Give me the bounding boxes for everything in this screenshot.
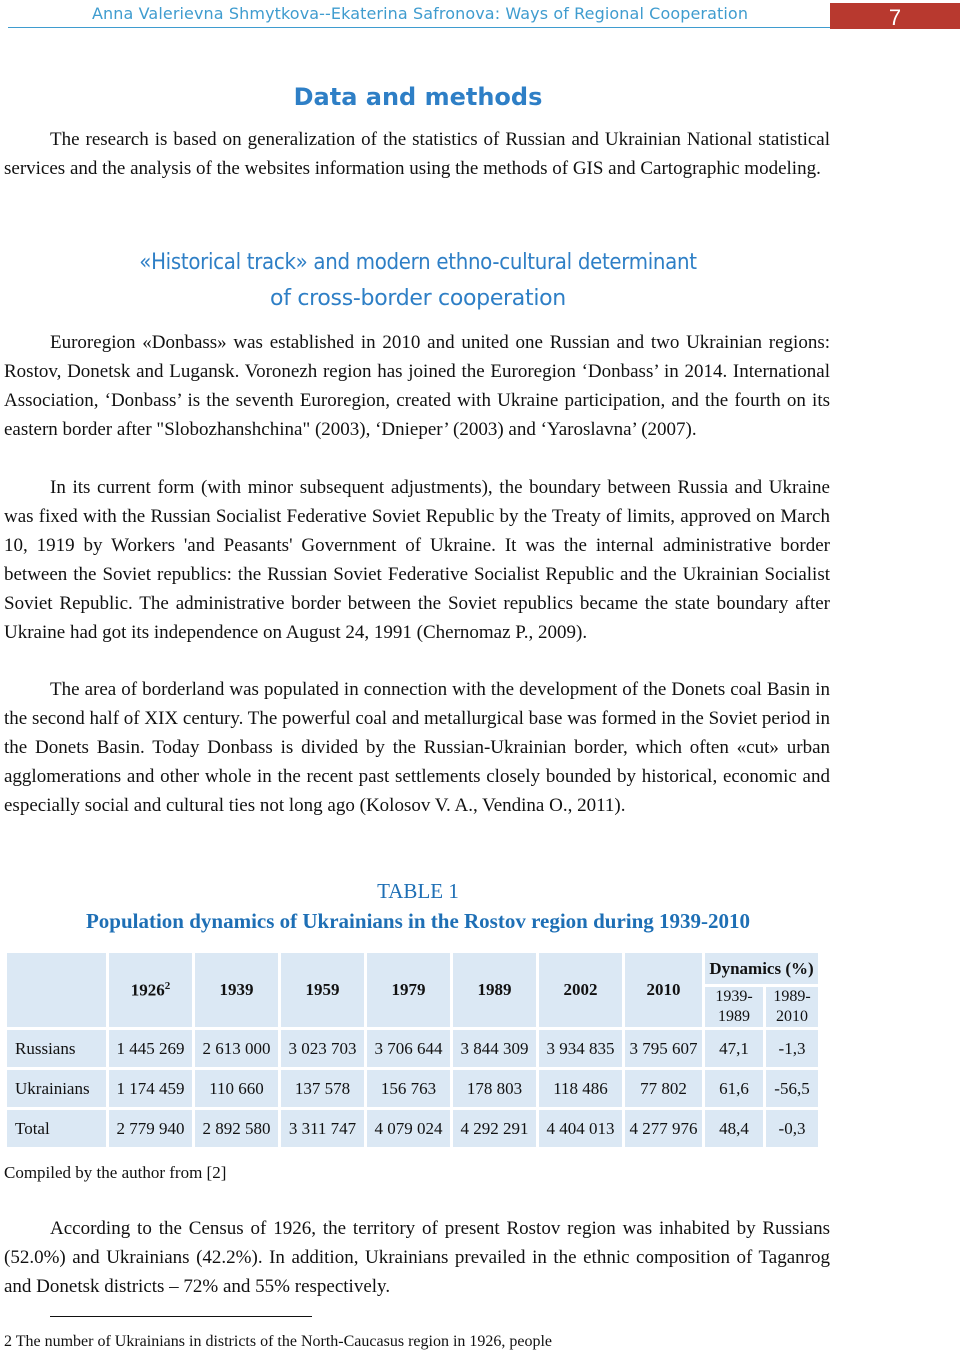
year-header: 2010 [625, 953, 702, 1027]
table-cell: 77 802 [625, 1070, 702, 1107]
table-cell: 4 292 291 [453, 1110, 536, 1147]
year-header: 2002 [539, 953, 622, 1027]
table-cell: 178 803 [453, 1070, 536, 1107]
table-cell: 2 892 580 [195, 1110, 278, 1147]
year-header: 1926$^2$ [109, 953, 192, 1027]
table-cell: 1 445 269 [109, 1030, 192, 1067]
row-label: Russians [7, 1030, 106, 1067]
dynamics-period-header: 1939- 1989 [705, 987, 763, 1027]
running-title: Anna Valerievna Shmytkova--Ekaterina Safronova: Ways of Regional Cooperation [92, 4, 749, 23]
row-label: Total [7, 1110, 106, 1147]
table-row-russians [7, 1030, 818, 1067]
table-label: TABLE 1 [377, 879, 459, 903]
table-row-ukrainians [7, 1070, 818, 1107]
heading-historical-line2: of cross-border cooperation [270, 286, 566, 311]
year-header: 1939 [195, 953, 278, 1027]
table-cell: 4 079 024 [367, 1110, 450, 1147]
population-table [4, 950, 821, 1150]
footnote: 2 The number of Ukrainians in districts of the North-Caucasus region in 1926, people [4, 1333, 553, 1350]
table-cell: 3 706 644 [367, 1030, 450, 1067]
page-number: 7 [888, 5, 902, 30]
table-cell: 4 277 976 [625, 1110, 702, 1147]
running-header [0, 0, 960, 30]
dynamics-header: Dynamics (%) [705, 953, 818, 984]
table-corner-cell [7, 953, 106, 1027]
dynamics-period-header: 1989- 2010 [766, 987, 818, 1027]
table-cell: 61,6 [705, 1070, 763, 1107]
footnote-mark: 2 [164, 979, 171, 992]
table-cell: 3 795 607 [625, 1030, 702, 1067]
page-number-box [830, 3, 960, 29]
header-rule [8, 27, 830, 28]
table-cell: 2 779 940 [109, 1110, 192, 1147]
heading-data-methods: Data and methods [293, 83, 543, 111]
table-cell: 3 844 309 [453, 1030, 536, 1067]
year-header: 1979 [367, 953, 450, 1027]
heading-historical-line1: «Historical track» and modern ethno-cultural determinant [139, 250, 697, 275]
table-cell: 118 486 [539, 1070, 622, 1107]
table-header-row [7, 953, 818, 984]
year-header: 1959 [281, 953, 364, 1027]
table-cell: 48,4 [705, 1110, 763, 1147]
table-cell: 2 613 000 [195, 1030, 278, 1067]
table-cell: 1 174 459 [109, 1070, 192, 1107]
row-label: Ukrainians [7, 1070, 106, 1107]
paragraph-census: According to the Census of 1926, the territory of present Rostov region was inhabited by Russians (52.0%) and Ukrainians (42.2%). In addition, Ukrainians prevailed in the ethnic composition of Taganrog and Donetsk districts – 72% and 55% respectively. [4, 1218, 830, 1297]
table-row-total [7, 1110, 818, 1147]
table-cell: -56,5 [766, 1070, 818, 1107]
table-cell: 3 023 703 [281, 1030, 364, 1067]
paragraph-euroregion: Euroregion «Donbass» was established in 2010 and united one Russian and two Ukrainian regions: Rostov, Donetsk and Lugansk. Voronezh region has joined the Euroregion ‘Donbass’ in 2014. International Association, ‘Donbass’ is the seventh Euroregion, created with Ukraine participation, and the fourth on its eastern border after "Slobozhanshchina" (2003), ‘Dnieper’ (2003) and ‘Yaroslavna’ (2007). [4, 332, 830, 440]
table-source-note: Compiled by the author from [2] [4, 1163, 227, 1182]
table-cell: 137 578 [281, 1070, 364, 1107]
table-cell: 4 404 013 [539, 1110, 622, 1147]
paragraph-borderland: The area of borderland was populated in connection with the development of the Donets coal Basin in the second half of XIX century. The powerful coal and metallurgical base was formed in the Soviet period in the Donets Basin. Today Donbass is divided by the Russian-Ukrainian border, which often «cut» urban agglomerations and other whole in the recent past settlements closely bounded by historical, economic and especially social and cultural ties not long ago (Kolosov V. A., Vendina O., 2011). [4, 679, 830, 816]
table-cell: -0,3 [766, 1110, 818, 1147]
table-cell: -1,3 [766, 1030, 818, 1067]
year-header: 1989 [453, 953, 536, 1027]
table-caption: Population dynamics of Ukrainians in the Rostov region during 1939-2010 [85, 909, 751, 933]
table-cell: 156 763 [367, 1070, 450, 1107]
table-cell: 3 311 747 [281, 1110, 364, 1147]
paragraph-boundary: In its current form (with minor subsequent adjustments), the boundary between Russia and Ukraine was fixed with the Russian Socialist Federative Soviet Republic by the Treaty of limits, approved on March 10, 1919 by Workers 'and Peasants' Government of Ukraine. It was the internal administrative border between the Soviet republics: the Russian Soviet Federative Socialist Republic and the Ukrainian Socialist Soviet Republic. The administrative border between the Soviet republics became the state boundary after Ukraine had got its independence on August 24, 1991 (Chernomaz P., 2009). [4, 477, 830, 643]
paragraph-data-methods: The research is based on generalization of the statistics of Russian and Ukrainian National statistical services and the analysis of the websites information using the methods of GIS and Cartographic modeling. [4, 129, 830, 179]
table-cell: 47,1 [705, 1030, 763, 1067]
table-cell: 3 934 835 [539, 1030, 622, 1067]
table-cell: 110 660 [195, 1070, 278, 1107]
footnote-rule [50, 1316, 312, 1317]
